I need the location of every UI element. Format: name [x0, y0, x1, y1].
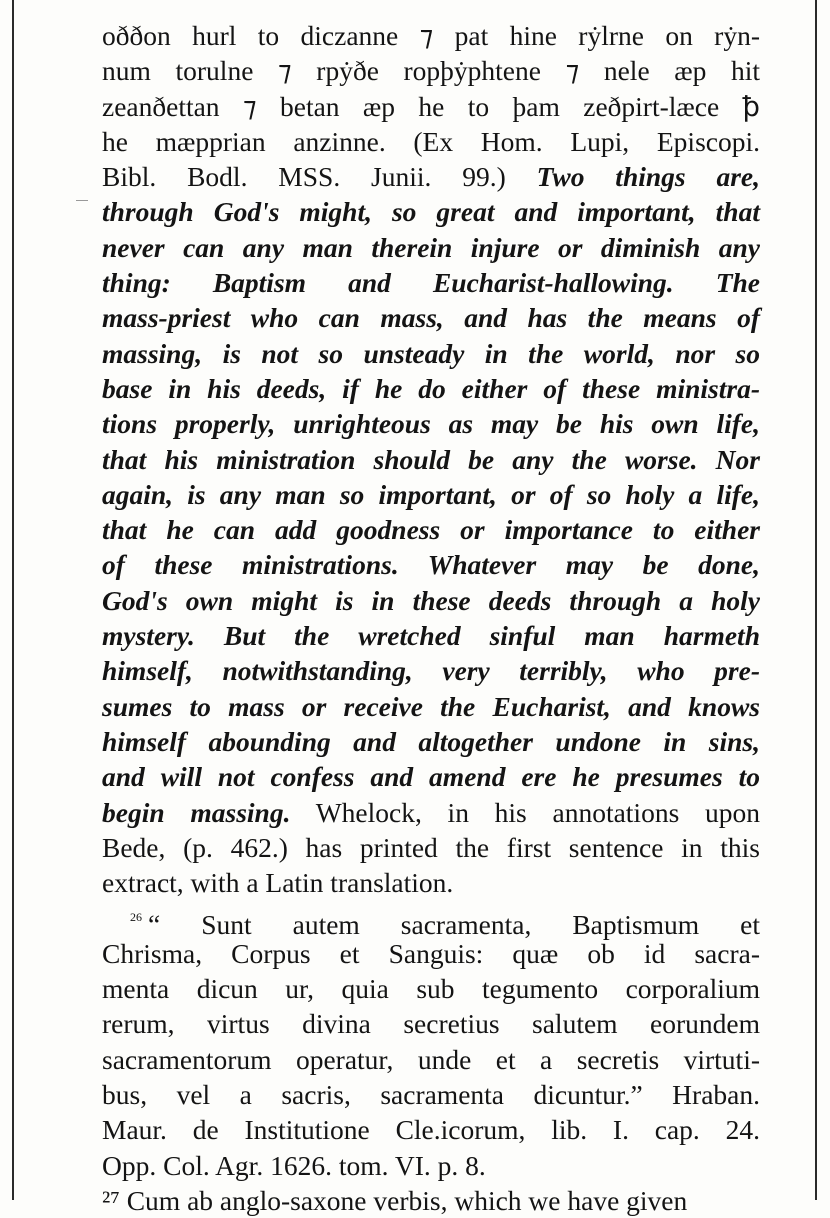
text-line [102, 89, 760, 124]
text-line [102, 406, 760, 441]
text-line [102, 936, 760, 971]
text-line [102, 124, 760, 159]
roman-text: zeanðettan ⁊ betan æp he to þam zeðpirt-læce ꝥ [102, 90, 760, 122]
text-line [102, 371, 760, 406]
roman-text: Bede, (p. 462.) has printed the first sentence in this [102, 831, 760, 863]
text-line [102, 336, 760, 371]
text-line [102, 1006, 760, 1041]
page-edge-left [12, 0, 14, 1200]
roman-text: oððon hurl to diczanne ⁊ pat hine rẏlrne on rẏn- [102, 20, 760, 51]
roman-text: he mæpprian anzinne. (Ex Hom. Lupi, Episcopi. [102, 125, 760, 157]
text-line [102, 971, 760, 1006]
page-edge-right [815, 0, 817, 1200]
margin-mark [76, 200, 88, 201]
text-line [102, 618, 760, 653]
text-line [102, 477, 760, 512]
text-line [102, 865, 760, 900]
text-line [102, 1042, 760, 1077]
italic-translation-text: base in his deeds, if he do either of these ministra- [102, 372, 760, 404]
italic-translation-text: that his ministration should be any the worse. Nor [102, 443, 760, 475]
text-line [102, 1112, 760, 1147]
page-text [102, 18, 760, 1183]
text-line [102, 547, 760, 582]
clipped-bottom-line: ²⁷ Cum ab anglo-saxone verbis, which we have given [102, 1185, 688, 1216]
italic-translation-text: again, is any man so important, or of so holy a life, [102, 478, 760, 510]
roman-text: Bibl. Bodl. MSS. Junii. 99.) [102, 161, 537, 193]
text-line [102, 653, 760, 688]
roman-text: bus, vel a sacris, sacramenta dicuntur.” Hraban. [102, 1078, 760, 1110]
roman-text: “ Sunt autem sacramenta, Baptismum et [148, 909, 760, 941]
roman-text: menta dicun ur, quia sub tegumento corporalium [102, 973, 760, 1005]
text-line [102, 1148, 760, 1183]
text-line [102, 194, 760, 229]
text-line [102, 689, 760, 724]
text-line [102, 724, 760, 759]
italic-translation-text: of these ministrations. Whatever may be done, [102, 549, 760, 581]
text-line [102, 512, 760, 547]
italic-translation-text: God's own might is in these deeds through a holy [102, 584, 760, 616]
italic-translation-text: sumes to mass or receive the Eucharist, and knows [102, 690, 760, 722]
italic-translation-text: Two things are, [536, 161, 760, 193]
italic-translation-text: himself, notwithstanding, very terribly, who pre- [102, 655, 760, 687]
roman-text: sacramentorum operatur, unde et a secretis virtuti- [102, 1043, 760, 1075]
roman-text: Maur. de Institutione Cle.icorum, lib. I. cap. 24. [102, 1114, 760, 1146]
text-line [102, 795, 760, 830]
text-line [102, 53, 760, 88]
italic-translation-text: through God's might, so great and important, that [102, 196, 760, 228]
italic-translation-text: never can any man therein injure or diminish any [102, 231, 760, 263]
text-line [102, 300, 760, 335]
roman-text: num torulne ⁊ rpẏðe ropþẏphtene ⁊ nele æp hit [102, 55, 760, 87]
text-line [102, 900, 760, 941]
italic-translation-text: and will not confess and amend ere he presumes to [102, 761, 760, 793]
roman-text: Chrisma, Corpus et Sanguis: quæ ob id sacra- [102, 937, 760, 969]
text-line [102, 830, 760, 865]
text-line [102, 159, 760, 194]
text-line [102, 265, 760, 300]
italic-translation-text: thing: Baptism and Eucharist-hallowing. The [102, 267, 760, 299]
roman-text: rerum, virtus divina secretius salutem eorundem [102, 1008, 760, 1040]
roman-text: Whelock, in his annotations upon [290, 796, 760, 828]
roman-text: extract, with a Latin translation. [102, 867, 454, 899]
italic-translation-text: himself abounding and altogether undone in sins, [102, 725, 760, 757]
italic-translation-text: mass-priest who can mass, and has the means of [102, 302, 760, 334]
italic-translation-text: tions properly, unrighteous as may be his own life, [102, 408, 760, 440]
italic-translation-text: that he can add goodness or importance to either [102, 514, 760, 546]
roman-text: Opp. Col. Agr. 1626. tom. VI. p. 8. [102, 1149, 486, 1181]
italic-translation-text: mystery. But the wretched sinful man harmeth [102, 620, 760, 652]
text-line [102, 18, 760, 53]
text-line [102, 1077, 760, 1112]
text-line [102, 759, 760, 794]
text-line [102, 230, 760, 265]
italic-translation-text: massing, is not so unsteady in the world, nor so [102, 337, 760, 369]
text-line [102, 442, 760, 477]
text-line [102, 583, 760, 618]
italic-translation-text: begin massing. [102, 796, 291, 828]
footnote-marker: 26 [130, 910, 142, 925]
